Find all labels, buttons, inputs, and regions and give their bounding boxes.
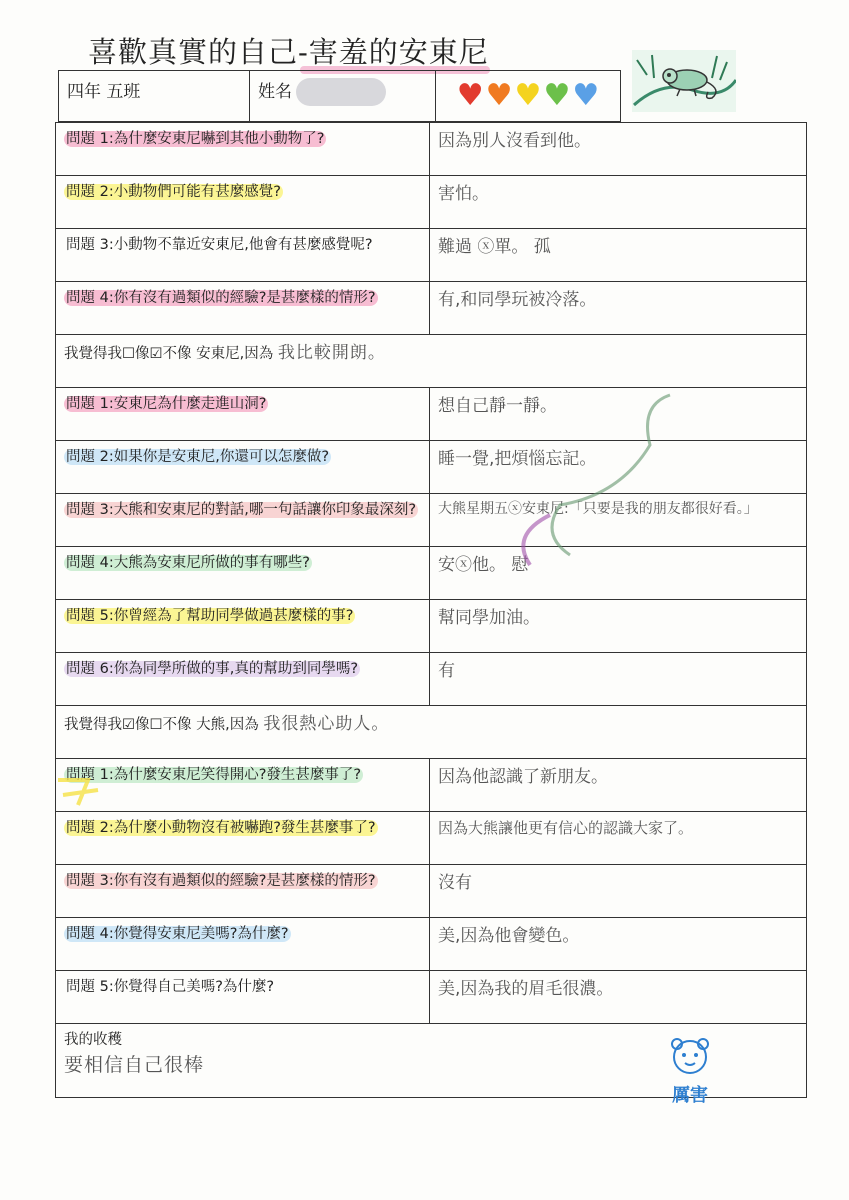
question-cell	[56, 494, 430, 547]
table-row	[56, 335, 807, 388]
question-cell	[56, 123, 430, 176]
table-row	[56, 176, 807, 229]
class-label: 四年 五班	[67, 82, 141, 102]
table-row	[56, 494, 807, 547]
summary-prompt: 我覺得我☐像☑不像 安東尼,因為	[64, 346, 274, 362]
question-text: 問題 3:小動物不靠近安東尼,他會有甚麼感覺呢?	[66, 237, 373, 253]
table-row	[56, 971, 807, 1024]
question-cell	[56, 441, 430, 494]
question-cell	[56, 388, 430, 441]
summary-answer: 我很熱心助人。	[263, 714, 390, 734]
question-text: 問題 3:大熊和安東尼的對話,哪一句話讓你印象最深刻?	[66, 502, 417, 518]
question-cell	[56, 971, 430, 1024]
table-row	[56, 229, 807, 282]
harvest-answer: 要相信自己很棒	[64, 1054, 205, 1077]
question-cell	[56, 759, 430, 812]
answer-cell: 想自己靜一靜。	[430, 388, 807, 441]
table-row	[56, 441, 807, 494]
summary-cell	[56, 335, 807, 388]
heart-icon: ♥	[456, 78, 484, 113]
question-text: 問題 4:你有沒有過類似的經驗?是甚麼樣的情形?	[66, 290, 376, 306]
question-text: 問題 5:你曾經為了幫助同學做過甚麼樣的事?	[66, 608, 354, 624]
worksheet-table	[55, 122, 807, 1098]
answer-cell: 安ⓧ他。 慰	[430, 547, 807, 600]
table-row	[56, 653, 807, 706]
hearts-cell	[435, 70, 621, 122]
question-cell	[56, 229, 430, 282]
table-row	[56, 918, 807, 971]
answer-cell: 大熊星期五ⓧ安東尼:「只要是我的朋友都很好看。」	[430, 494, 807, 547]
table-row	[56, 547, 807, 600]
question-cell	[56, 865, 430, 918]
table-row	[56, 600, 807, 653]
question-text: 問題 1:安東尼為什麼走進山洞?	[66, 396, 267, 412]
answer-cell: 難過 ⓧ單。 孤	[430, 229, 807, 282]
name-cell	[249, 70, 436, 122]
stamp-text: 厲害	[672, 1085, 708, 1106]
question-text: 問題 1:為什麼安東尼嚇到其他小動物了?	[66, 131, 325, 147]
table-row	[56, 388, 807, 441]
summary-cell	[56, 706, 807, 759]
harvest-label: 我的收穫	[64, 1032, 122, 1048]
name-redaction	[296, 78, 386, 106]
heart-icon: ♥	[543, 78, 571, 113]
table-row	[56, 123, 807, 176]
heart-icon: ♥	[514, 78, 542, 113]
tiger-stamp-icon	[655, 1035, 725, 1110]
table-row	[56, 759, 807, 812]
table-row	[56, 812, 807, 865]
chameleon-illustration-icon	[632, 50, 736, 112]
question-cell	[56, 282, 430, 335]
question-text: 問題 5:你覺得自己美嗎?為什麼?	[66, 979, 275, 995]
worksheet-title: 喜歡真實的自己-害羞的安東尼	[88, 35, 489, 69]
answer-cell: 有	[430, 653, 807, 706]
question-text: 問題 2:如果你是安東尼,你還可以怎麼做?	[66, 449, 330, 465]
question-cell	[56, 812, 430, 865]
answer-cell: 沒有	[430, 865, 807, 918]
question-text: 問題 3:你有沒有過類似的經驗?是甚麼樣的情形?	[66, 873, 376, 889]
answer-cell: 因為他認識了新朋友。	[430, 759, 807, 812]
answer-cell: 因為大熊讓他更有信心的認識大家了。	[430, 812, 807, 865]
question-cell	[56, 918, 430, 971]
heart-icon: ♥	[485, 78, 513, 113]
table-row	[56, 706, 807, 759]
question-text: 問題 1:為什麼安東尼笑得開心?發生甚麼事了?	[66, 767, 362, 783]
question-text: 問題 2:為什麼小動物沒有被嚇跑?發生甚麼事了?	[66, 820, 376, 836]
question-cell	[56, 547, 430, 600]
question-cell	[56, 653, 430, 706]
table-row	[56, 865, 807, 918]
question-cell	[56, 176, 430, 229]
question-cell	[56, 600, 430, 653]
question-text: 問題 6:你為同學所做的事,真的幫助到同學嗎?	[66, 661, 359, 677]
question-text: 問題 2:小動物們可能有甚麼感覺?	[66, 184, 281, 200]
table-row	[56, 282, 807, 335]
answer-cell: 幫同學加油。	[430, 600, 807, 653]
answer-cell: 有,和同學玩被冷落。	[430, 282, 807, 335]
summary-answer: 我比較開朗。	[277, 343, 386, 363]
answer-cell: 美,因為他會變色。	[430, 918, 807, 971]
question-text: 問題 4:大熊為安東尼所做的事有哪些?	[66, 555, 310, 571]
answer-cell: 美,因為我的眉毛很濃。	[430, 971, 807, 1024]
summary-prompt: 我覺得我☑像☐不像 大熊,因為	[64, 717, 259, 733]
answer-cell: 因為別人沒看到他。	[430, 123, 807, 176]
question-text: 問題 4:你覺得安東尼美嗎?為什麼?	[66, 926, 289, 942]
class-cell	[58, 70, 250, 122]
answer-cell: 睡一覺,把煩惱忘記。	[430, 441, 807, 494]
answer-cell: 害怕。	[430, 176, 807, 229]
heart-icon: ♥	[572, 78, 600, 113]
name-label: 姓名	[258, 82, 292, 102]
